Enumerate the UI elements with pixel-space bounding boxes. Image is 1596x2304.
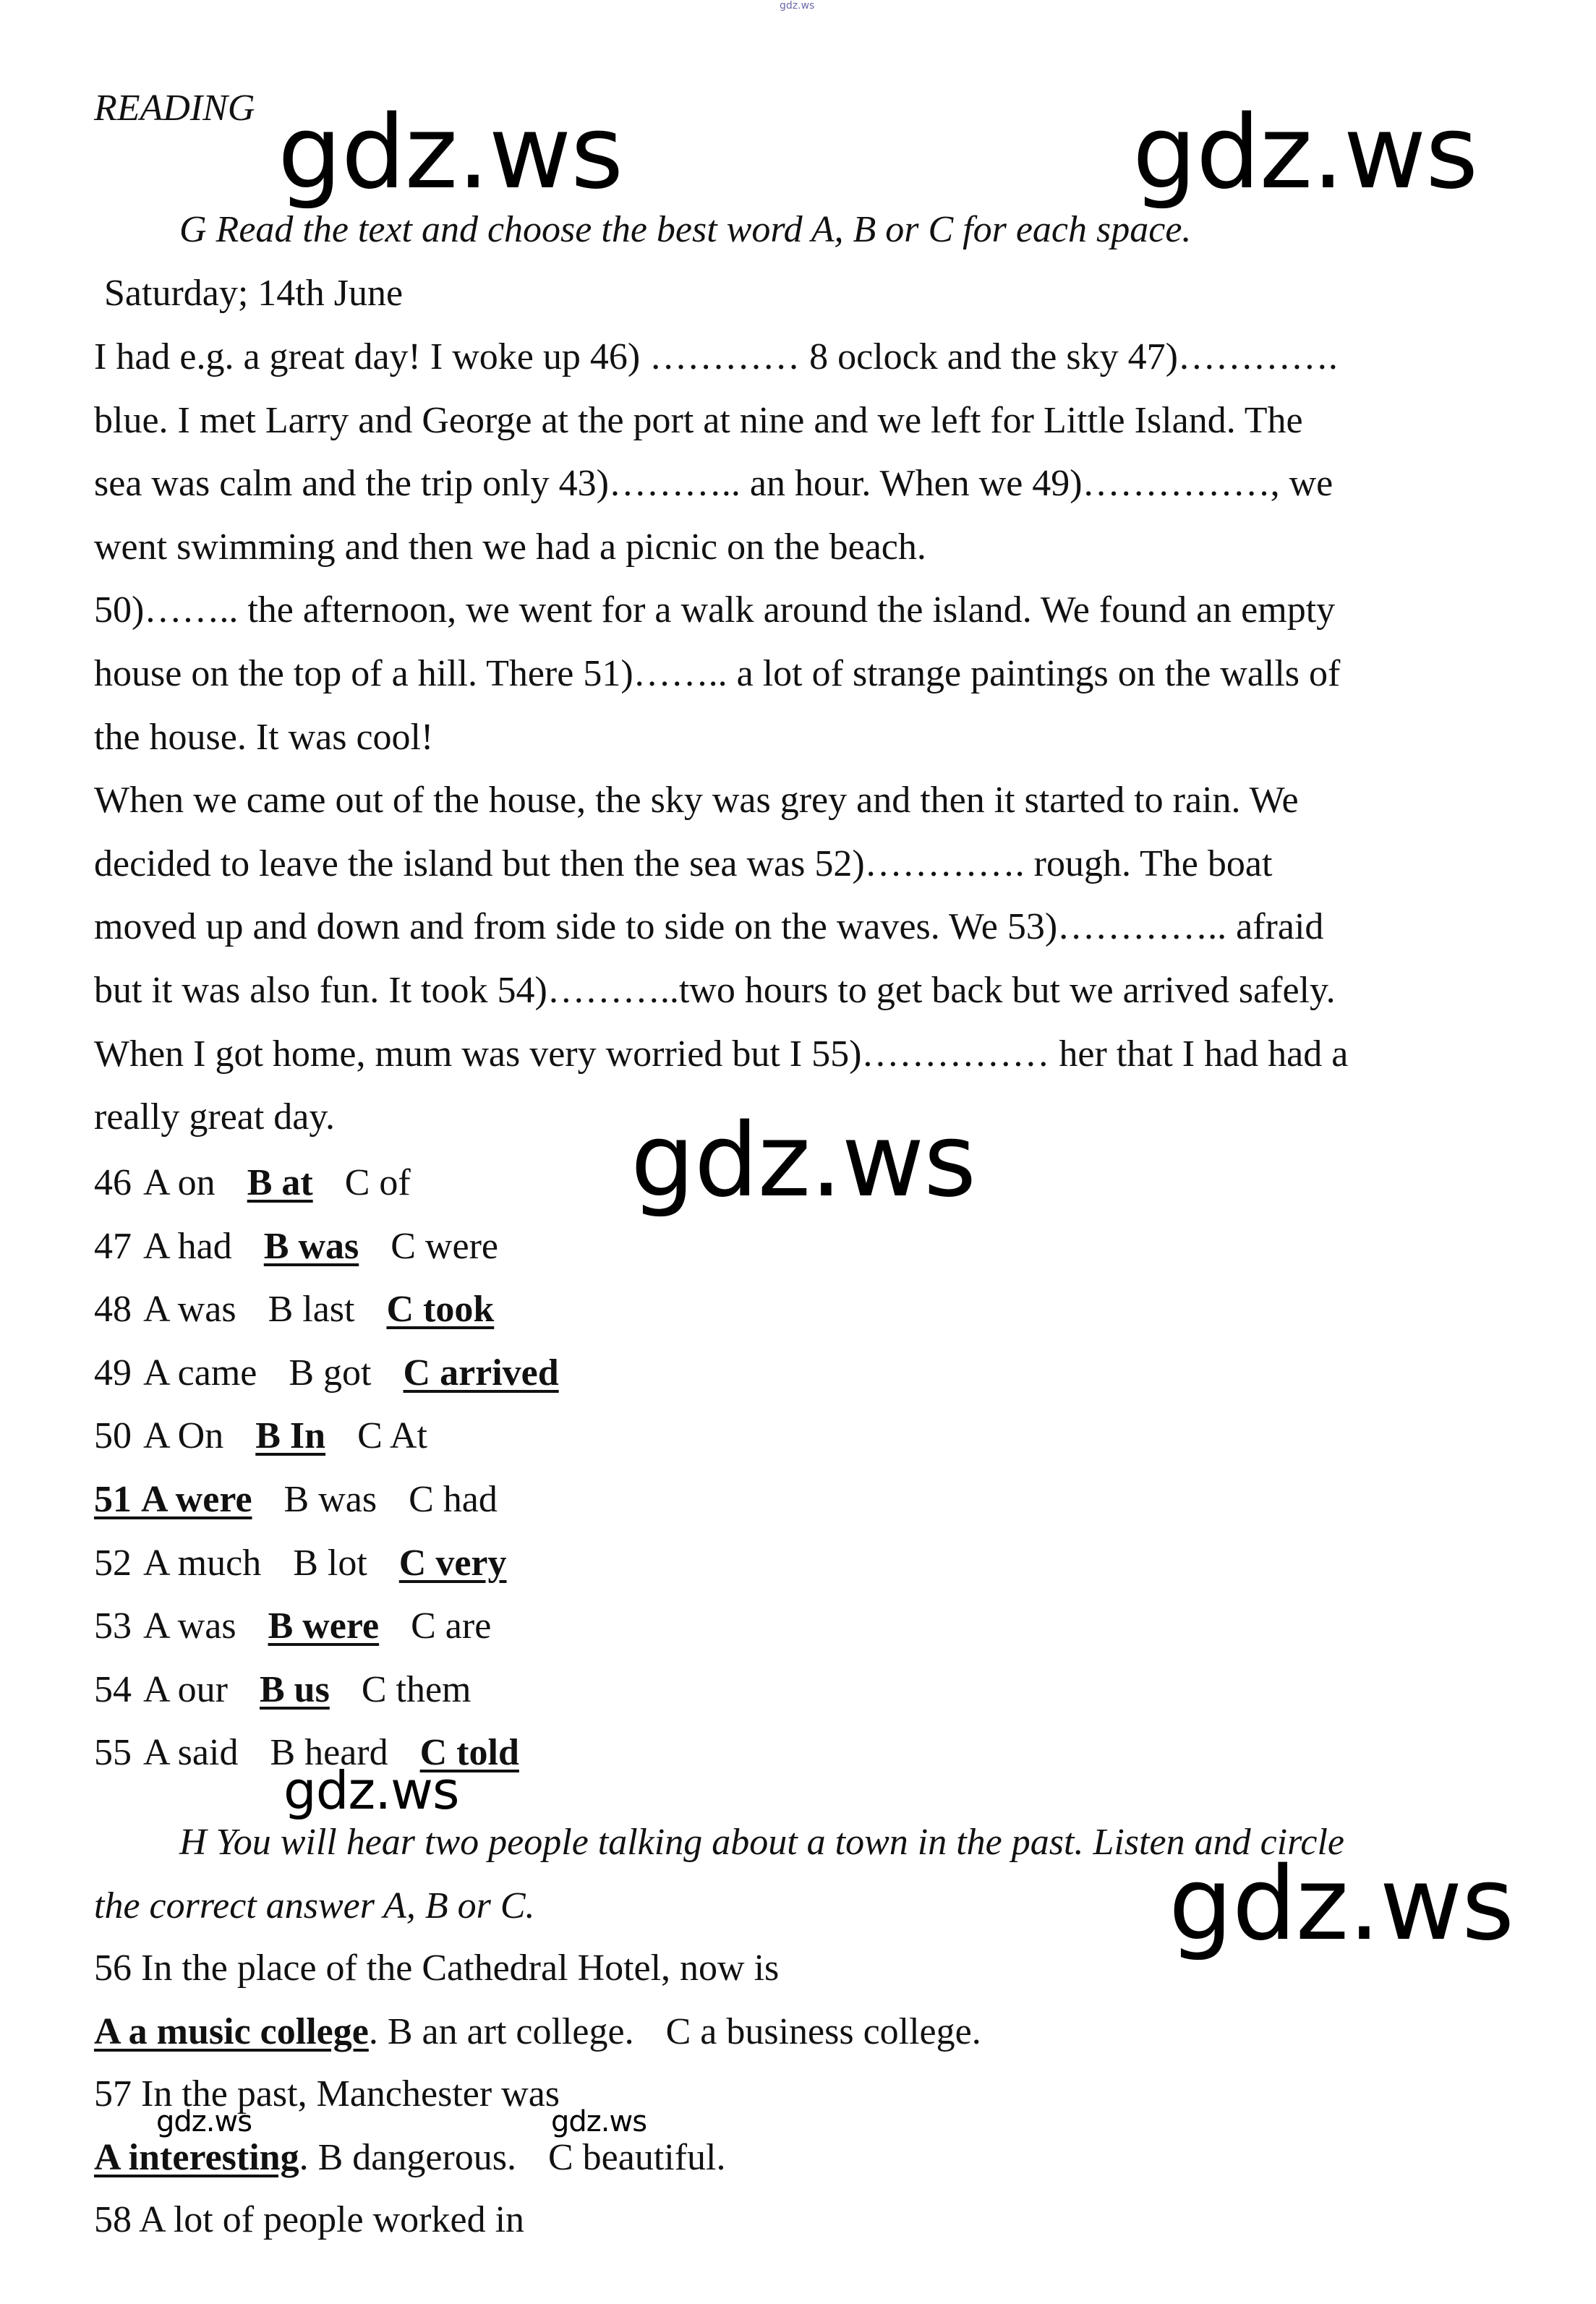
passage-line: 50)…….. the afternoon, we went for a walk around the island. We found an empty — [94, 589, 1336, 631]
passage-line: the house. It was cool! — [94, 716, 434, 758]
answer-gap — [132, 1477, 141, 1523]
passage-line: really great day. — [94, 1096, 335, 1138]
answer-option: B was — [283, 1479, 377, 1520]
answer-option: C are — [411, 1605, 492, 1647]
task-g-instruction: G Read the text and choose the best word A, B or C for each space. — [179, 209, 1192, 250]
answer-number: 48 — [94, 1289, 132, 1331]
answer-option-correct: C told — [419, 1732, 519, 1774]
answer-option: C had — [409, 1479, 498, 1520]
answer-option: A came — [143, 1352, 257, 1394]
question-56: 56 In the place of the Cathedral Hotel, now is — [94, 1947, 780, 1989]
passage-line: house on the top of a hill. There 51)…….. a lot of strange paintings on the walls of — [94, 653, 1341, 694]
answer-option: A on — [143, 1162, 215, 1203]
answer-number: 53 — [94, 1605, 132, 1647]
answer-number: 49 — [94, 1352, 132, 1394]
answer-row — [94, 1667, 503, 1713]
answer-option-correct: B at — [247, 1162, 313, 1203]
answer-option-correct: C very — [398, 1542, 507, 1584]
passage-line: When I got home, mum was very worried but I 55)…………… her that I had had a — [94, 1033, 1349, 1075]
answer-option: A our — [143, 1668, 228, 1710]
answer-option: A was — [143, 1289, 236, 1331]
answer-row — [94, 1160, 443, 1206]
answer-number: 46 — [94, 1162, 132, 1203]
answer-row — [94, 1350, 591, 1396]
answer-number: 51 — [94, 1479, 132, 1520]
answer-option-correct: C arrived — [403, 1352, 559, 1394]
answer-option: C At — [357, 1415, 427, 1457]
watermark: gdz.ws — [278, 94, 623, 212]
task-h-instruction: H You will hear two people talking about a town in the past. Listen and circle — [179, 1822, 1345, 1863]
answer-option: . B dangerous. — [299, 2137, 516, 2178]
passage-line: but it was also fun. It took 54)………..two hours to get back but we arrived safely. — [94, 970, 1336, 1011]
watermark: gdz.ws — [156, 2105, 252, 2138]
watermark: gdz.ws — [631, 1102, 976, 1220]
answer-row — [94, 1540, 539, 1587]
answer-number: 47 — [94, 1225, 132, 1267]
answer-option-correct: C took — [386, 1289, 495, 1331]
answer-option-correct: B us — [260, 1668, 330, 1710]
answer-row — [94, 1477, 529, 1523]
passage-line: sea was calm and the trip only 43)……….. an hour. When we 49)……………, we — [94, 463, 1333, 505]
answer-row — [94, 1413, 459, 1459]
answer-option: A much — [143, 1542, 262, 1584]
passage-line: blue. I met Larry and George at the port at nine and we left for Little Island. The — [94, 399, 1303, 441]
watermark: gdz.ws — [283, 1760, 459, 1821]
question-58: 58 A lot of people worked in — [94, 2199, 525, 2240]
answer-option: . B an art college. — [368, 2011, 634, 2052]
watermark: gdz.ws — [1169, 1846, 1514, 1963]
answer-option-correct: B was — [263, 1225, 359, 1267]
answer-row — [94, 1603, 523, 1650]
answer-option-correct: B were — [268, 1605, 380, 1647]
answer-option: C were — [391, 1225, 498, 1267]
answer-option: B last — [268, 1289, 355, 1331]
answer-option-correct: A interesting — [94, 2137, 299, 2178]
answer-number: 52 — [94, 1542, 132, 1584]
answer-option: C beautiful. — [548, 2137, 726, 2178]
answer-row — [94, 1224, 530, 1270]
answer-option: B lot — [293, 1542, 367, 1584]
answer-option: C of — [344, 1162, 411, 1203]
question-57: 57 In the past, Manchester was — [94, 2073, 560, 2115]
question-56-options — [94, 2009, 1013, 2055]
answer-option: C a business college. — [665, 2011, 981, 2052]
passage-line: went swimming and then we had a picnic on the beach. — [94, 526, 926, 568]
passage-line: decided to leave the island but then the sea was 52)…………. rough. The boat — [94, 842, 1273, 884]
passage-line: moved up and down and from side to side on the waves. We 53)………….. afraid — [94, 906, 1324, 948]
answer-option: C them — [361, 1668, 471, 1710]
answer-option: A was — [143, 1605, 236, 1647]
watermark: gdz.ws — [551, 2105, 647, 2138]
answer-option: A said — [143, 1732, 239, 1774]
passage-line: When we came out of the house, the sky was grey and then it started to rain. We — [94, 780, 1299, 822]
answer-option-correct: A were — [141, 1479, 252, 1520]
answer-number: 50 — [94, 1415, 132, 1457]
task-h-instruction-cont: the correct answer A, B or C. — [94, 1885, 535, 1927]
answer-number: 54 — [94, 1668, 132, 1710]
section-title: READING — [94, 88, 255, 129]
answer-option: B got — [289, 1352, 372, 1394]
answer-option: A On — [143, 1415, 224, 1457]
diary-date: Saturday; 14th June — [104, 273, 404, 314]
answer-option-correct: B In — [255, 1415, 326, 1457]
answer-row — [94, 1287, 526, 1333]
answer-number: 55 — [94, 1732, 132, 1774]
answer-option-correct: A a music college — [94, 2011, 369, 2052]
passage-line: I had e.g. a great day! I woke up 46) ………… 8 oclock and the sky 47)…………. — [94, 336, 1338, 377]
watermark: gdz.ws — [1132, 94, 1478, 212]
header-mark: gdz.ws — [780, 0, 815, 12]
answer-option: B heard — [270, 1732, 388, 1774]
question-57-options — [94, 2135, 758, 2181]
answer-option: A had — [143, 1225, 232, 1267]
